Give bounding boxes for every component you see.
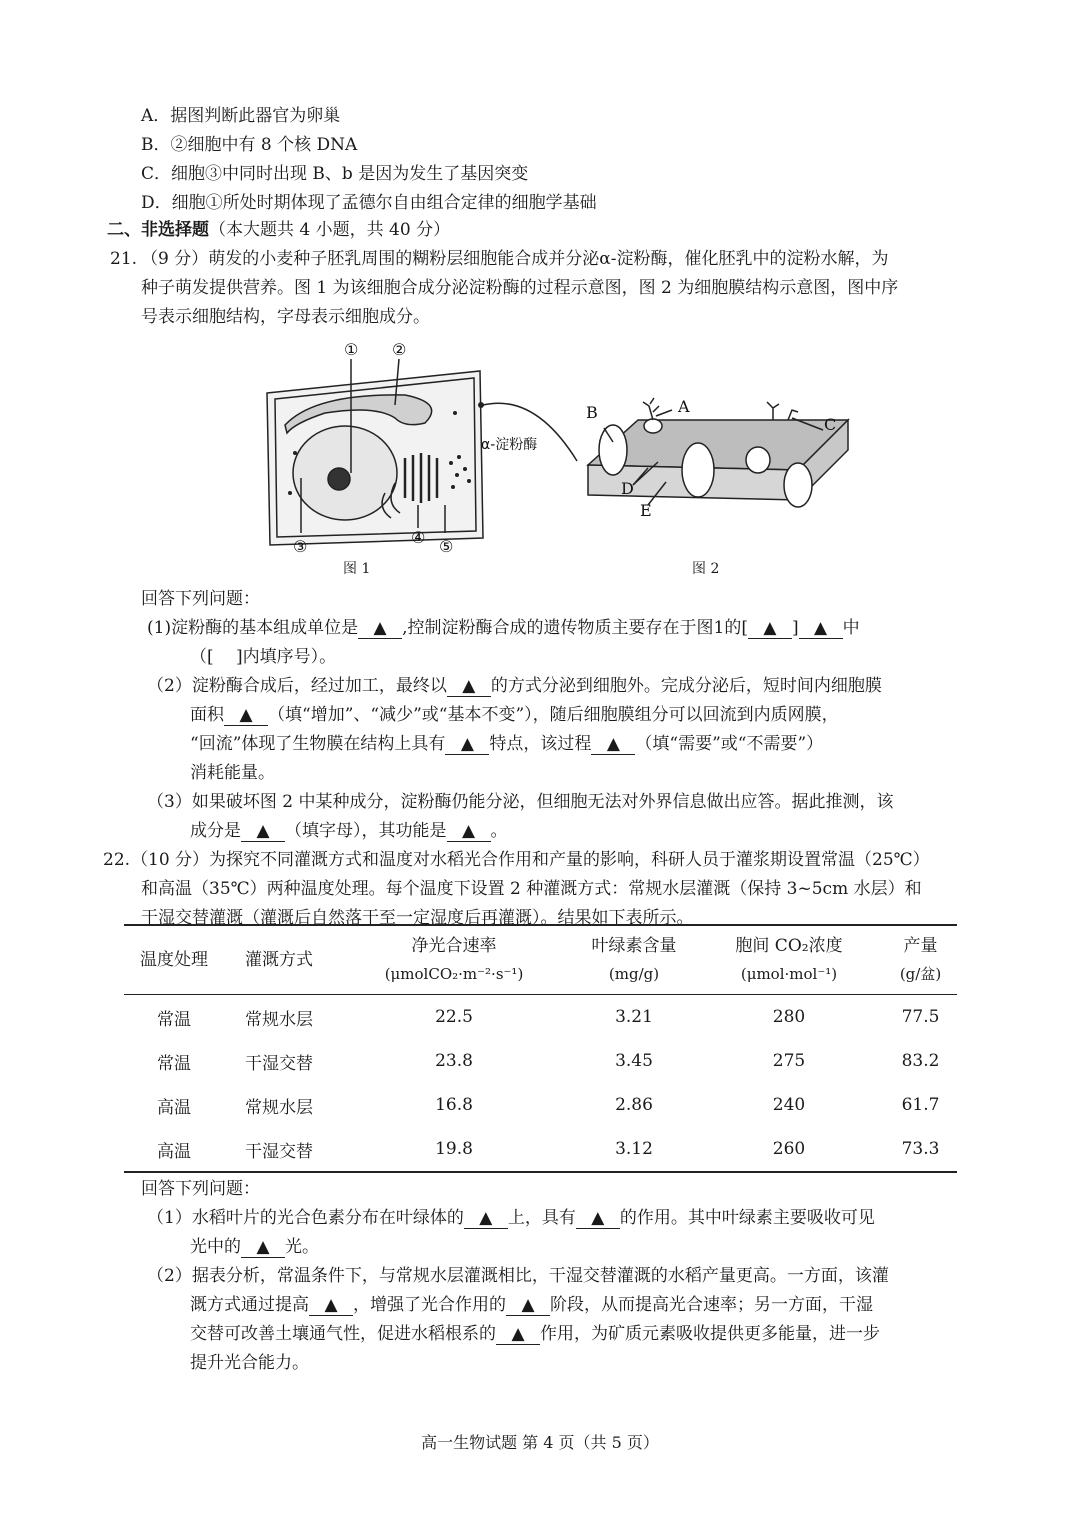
fig1-enzyme-label: α-淀粉酶 [481, 437, 538, 453]
q22-part-2-line-3: 交替可改善土壤通气性，促进水稻根系的 ▲ 作用，为矿质元素吸收提供更多能量，进一步 [190, 1324, 880, 1344]
figure-2-caption: 图 2 [692, 561, 720, 577]
q21-part-2-line-4: 消耗能量。 [190, 763, 275, 783]
q21-part-3-line-2: 成分是 ▲ （填字母），其功能是 ▲ 。 [190, 821, 508, 841]
q22-answer-prompt: 回答下列问题： [141, 1179, 260, 1199]
fig1-label-3: ③ [293, 537, 308, 556]
option-d: D．细胞①所处时期体现了孟德尔自由组合定律的细胞学基础 [141, 193, 597, 213]
answer-blank: ▲ [309, 1295, 353, 1316]
q21-intro-line-3: 号表示细胞结构，字母表示细胞成分。 [141, 307, 430, 327]
table-row: 高温 常规水层 16.8 2.86 240 61.7 [157, 1095, 940, 1118]
q21-part-3-line-1: （3）如果破坏图 2 中某种成分，淀粉酶仍能分泌，但细胞无法对外界信息做出应答。据此推测，该 [147, 792, 894, 812]
answer-blank: ▲ [799, 618, 843, 639]
q22-part-2-line-1: （2）据表分析，常温条件下，与常规水层灌溉相比，干湿交替灌溉的水稻产量更高。一方面，该灌 [147, 1266, 889, 1286]
section-header [107, 216, 450, 244]
answer-blank: ▲ [496, 1324, 540, 1345]
header-irrigation: 灌溉方式 [245, 950, 313, 970]
q22-intro-line-3: 干湿交替灌溉（灌溉后自然落干至一定湿度后再灌溉）。结果如下表所示。 [141, 908, 694, 928]
q21-answer-prompt: 回答下列问题： [141, 589, 260, 609]
fig1-label-4: ④ [411, 528, 426, 547]
fig2-label-d: D [621, 479, 634, 498]
table-row: 常温 干湿交替 23.8 3.45 275 83.2 [157, 1051, 940, 1074]
figure-1-caption: 图 1 [343, 561, 371, 577]
answer-blank: ▲ [506, 1295, 550, 1316]
section-title: 二、非选择题 [107, 220, 209, 240]
q21-part-1-line-1: (1)淀粉酶的基本组成单位是 ▲ ,控制淀粉酶合成的遗传物质主要存在于图1的[ ▲ ] ▲ 中 [147, 618, 860, 638]
answer-blank: ▲ [576, 1208, 620, 1229]
answer-blank: ▲ [591, 734, 635, 755]
answer-blank: ▲ [358, 618, 402, 639]
fig2-label-e: E [640, 501, 652, 520]
fig1-label-1: ① [344, 340, 359, 359]
figure-2-membrane-diagram [578, 390, 858, 530]
answer-blank: ▲ [464, 1208, 508, 1229]
answer-blank: ▲ [241, 821, 285, 842]
option-b: B．②细胞中有 8 个核 DNA [141, 135, 358, 155]
fig1-label-2: ② [392, 340, 407, 359]
q22-intro-line-1: （10 分）为探究不同灌溉方式和温度对水稻光合作用和产量的影响，科研人员于灌浆期设置常温（25℃） [131, 850, 930, 870]
figure-1-cell-diagram [255, 333, 585, 558]
table-header-row [124, 925, 957, 995]
fig1-label-5: ⑤ [439, 537, 454, 556]
header-temperature: 温度处理 [140, 950, 208, 970]
q21-part-2-line-1: （2）淀粉酶合成后，经过加工，最终以 ▲ 的方式分泌到细胞外。完成分泌后，短时间内细胞膜 [147, 676, 882, 696]
fig2-label-a: A [678, 397, 690, 416]
table-row: 常温 常规水层 22.5 3.21 280 77.5 [157, 1007, 940, 1030]
q22-part-2-line-4: 提升光合能力。 [190, 1353, 309, 1373]
q21-part-2-line-2: 面积 ▲ （填“增加”、“减少”或“基本不变”），随后细胞膜组分可以回流到内质网膜， [190, 705, 839, 725]
answer-blank: ▲ [224, 705, 268, 726]
section-note: （本大题共 4 小题，共 40 分） [209, 220, 451, 240]
q22-part-1-line-2: 光中的 ▲ 光。 [190, 1237, 319, 1257]
header-net-photosynthesis: 净光合速率 (μmolCO₂·m⁻²·s⁻¹) [384, 936, 524, 983]
q22-number: 22. [103, 850, 131, 870]
q21-intro-line-1: （9 分）萌发的小麦种子胚乳周围的糊粉层细胞能合成并分泌α-淀粉酶，催化胚乳中的淀粉水解，为 [141, 249, 889, 269]
answer-blank: ▲ [447, 676, 491, 697]
answer-blank: ▲ [241, 1237, 285, 1258]
q22-part-1-line-1: （1）水稻叶片的光合色素分布在叶绿体的 ▲ 上，具有 ▲ 的作用。其中叶绿素主要吸收可见 [147, 1208, 875, 1228]
q21-part-2-line-3: “回流”体现了生物膜在结构上具有 ▲ 特点，该过程 ▲ （填“需要”或“不需要”） [190, 734, 824, 754]
q21-number: 21. [110, 249, 138, 269]
option-c: C．细胞③中同时出现 B、b 是因为发生了基因突变 [141, 164, 529, 184]
header-co2: 胞间 CO₂浓度 (μmol·mol⁻¹) [735, 936, 843, 983]
q22-intro-line-2: 和高温（35℃）两种温度处理。每个温度下设置 2 种灌溉方式：常规水层灌溉（保持 3~5cm 水层）和 [141, 879, 922, 899]
q21-intro-line-2: 种子萌发提供营养。图 1 为该细胞合成分泌淀粉酶的过程示意图，图 2 为细胞膜结构示意图，图中序 [141, 278, 899, 298]
answer-blank: ▲ [447, 821, 491, 842]
fig2-label-b: B [586, 403, 598, 422]
page-footer: 高一生物试题 第 4 页（共 5 页） [421, 1433, 659, 1452]
q22-part-2-line-2: 溉方式通过提高 ▲ ，增强了光合作用的 ▲ 阶段，从而提高光合速率；另一方面，干湿 [190, 1295, 873, 1315]
results-table [124, 924, 957, 1173]
fig2-label-c: C [824, 415, 837, 434]
answer-blank: ▲ [445, 734, 489, 755]
header-yield: 产量 (g/盆) [899, 936, 942, 983]
answer-blank: ▲ [748, 618, 792, 639]
table-row: 高温 干湿交替 19.8 3.12 260 73.3 [124, 1127, 957, 1172]
option-a: A．据图判断此器官为卵巢 [141, 106, 341, 126]
q21-part-1-line-2: （[ ]内填序号）。 [190, 647, 337, 667]
header-chlorophyll: 叶绿素含量 (mg/g) [591, 936, 677, 983]
